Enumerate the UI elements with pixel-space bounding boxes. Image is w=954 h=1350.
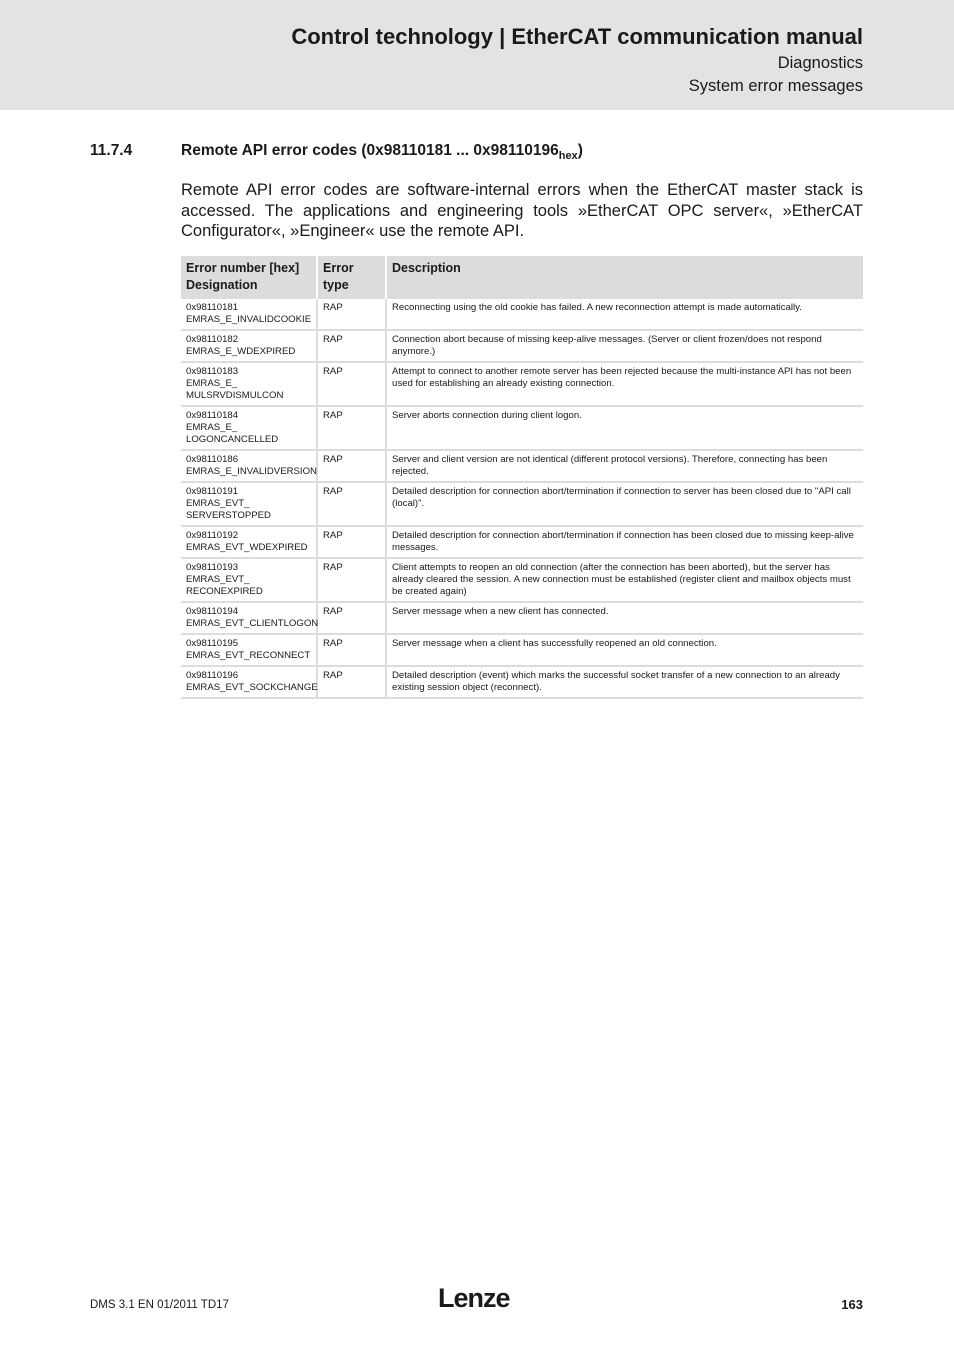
error-designation: EMRAS_EVT_RECONNECT	[186, 650, 311, 661]
error-description-cell: Connection abort because of missing keep-alive messages. (Server or client frozen/does not respond anymore.)	[386, 330, 863, 362]
error-code: 0x98110193	[186, 562, 239, 573]
page-header	[0, 0, 954, 110]
section-heading-main: Remote API error codes (0x98110181 ... 0x98110196	[181, 142, 559, 159]
error-designation-cell	[181, 299, 317, 330]
error-type-cell: RAP	[317, 450, 386, 482]
page-number: 163	[841, 1297, 863, 1312]
error-type-cell: RAP	[317, 299, 386, 330]
error-designation-cell	[181, 602, 317, 634]
error-code: 0x98110181	[186, 302, 239, 313]
error-code-table	[181, 256, 863, 699]
section-heading	[181, 142, 583, 162]
error-code: 0x98110183	[186, 366, 239, 377]
section-number: 11.7.4	[90, 142, 133, 159]
table-row	[181, 602, 863, 634]
error-designation-cell	[181, 526, 317, 558]
error-designation-cell	[181, 482, 317, 526]
error-designation-cell	[181, 666, 317, 698]
error-description-cell: Reconnecting using the old cookie has failed. A new reconnection attempt is made automatically.	[386, 299, 863, 330]
header-description: Description	[386, 256, 863, 299]
error-description-cell: Server aborts connection during client logon.	[386, 406, 863, 450]
error-designation-cell	[181, 634, 317, 666]
error-designation: RECONEXPIRED	[186, 586, 263, 597]
error-designation: EMRAS_E_WDEXPIRED	[186, 346, 296, 357]
error-designation-cell	[181, 330, 317, 362]
table-row	[181, 362, 863, 406]
header-designation: Designation	[186, 278, 258, 292]
error-type-cell: RAP	[317, 526, 386, 558]
chapter-name: Diagnostics	[777, 54, 863, 72]
error-designation: LOGONCANCELLED	[186, 434, 279, 445]
lenze-logo: Lenze	[438, 1283, 510, 1313]
error-designation: EMRAS_EVT_	[186, 574, 250, 585]
error-designation-cell	[181, 450, 317, 482]
error-description-cell: Detailed description for connection abort/termination if connection has been closed due to missing keep-alive messages.	[386, 526, 863, 558]
error-type-cell: RAP	[317, 666, 386, 698]
error-designation-cell	[181, 558, 317, 602]
error-type-cell: RAP	[317, 634, 386, 666]
error-designation: EMRAS_EVT_	[186, 498, 250, 509]
error-type-cell: RAP	[317, 482, 386, 526]
error-designation: EMRAS_E_	[186, 378, 238, 389]
error-code: 0x98110191	[186, 486, 239, 497]
table-row	[181, 450, 863, 482]
header-error-number-line1: Error number [hex]	[186, 261, 300, 275]
section-name: System error messages	[688, 77, 863, 95]
error-description-cell: Server message when a new client has connected.	[386, 602, 863, 634]
error-code: 0x98110184	[186, 410, 239, 421]
table-header-row	[181, 256, 863, 299]
table-body	[181, 299, 863, 698]
manual-title: Control technology | EtherCAT communication manual	[291, 24, 863, 49]
error-type-cell: RAP	[317, 406, 386, 450]
error-type-cell: RAP	[317, 602, 386, 634]
header-error-type: Error type	[317, 256, 386, 299]
error-type-cell: RAP	[317, 362, 386, 406]
table-row	[181, 558, 863, 602]
error-designation-cell	[181, 406, 317, 450]
section-heading-subscript: hex	[558, 150, 578, 162]
error-designation: EMRAS_E_	[186, 422, 238, 433]
table-row	[181, 299, 863, 330]
error-description-cell: Attempt to connect to another remote server has been rejected because the multi-instance API has not been used for establishing an already existing connection.	[386, 362, 863, 406]
table-row	[181, 330, 863, 362]
error-code: 0x98110194	[186, 606, 239, 617]
table-row	[181, 526, 863, 558]
error-designation: MULSRVDISMULCON	[186, 390, 284, 401]
table-row	[181, 666, 863, 698]
table-row	[181, 482, 863, 526]
error-code: 0x98110186	[186, 454, 239, 465]
error-designation: SERVERSTOPPED	[186, 510, 271, 521]
error-designation: EMRAS_EVT_CLIENTLOGON	[186, 618, 319, 629]
error-description-cell: Server message when a client has successfully reopened an old connection.	[386, 634, 863, 666]
error-code: 0x98110182	[186, 334, 239, 345]
error-type-cell: RAP	[317, 558, 386, 602]
error-code: 0x98110195	[186, 638, 239, 649]
error-description-cell: Detailed description (event) which marks the successful socket transfer of a new connection to an already existing session object (reconnect).	[386, 666, 863, 698]
error-designation-cell	[181, 362, 317, 406]
error-code: 0x98110192	[186, 530, 239, 541]
error-designation: EMRAS_E_INVALIDVERSION	[186, 466, 317, 477]
section-heading-close: )	[577, 142, 583, 159]
error-type-cell: RAP	[317, 330, 386, 362]
error-description-cell: Detailed description for connection abort/termination if connection to server has been closed due to "API call (local)".	[386, 482, 863, 526]
table-row	[181, 406, 863, 450]
header-error-number	[181, 256, 317, 299]
error-description-cell: Client attempts to reopen an old connection (after the connection has been aborted), but the server has already cleared the session. A new connection must be established (register client and mailbox objects must be created again)	[386, 558, 863, 602]
error-designation: EMRAS_EVT_WDEXPIRED	[186, 542, 308, 553]
document-id: DMS 3.1 EN 01/2011 TD17	[90, 1299, 229, 1311]
error-designation: EMRAS_EVT_SOCKCHANGE	[186, 682, 318, 693]
intro-paragraph: Remote API error codes are software-internal errors when the EtherCAT master stack is accessed. The applications and engineering tools »EtherCAT OPC server«, »EtherCAT Configurator«, »Engineer« use the remote API.	[181, 181, 863, 240]
error-designation: EMRAS_E_INVALIDCOOKIE	[186, 314, 312, 325]
error-description-cell: Server and client version are not identical (different protocol versions). Therefore, connecting has been rejected.	[386, 450, 863, 482]
error-code: 0x98110196	[186, 670, 239, 681]
table-row	[181, 634, 863, 666]
